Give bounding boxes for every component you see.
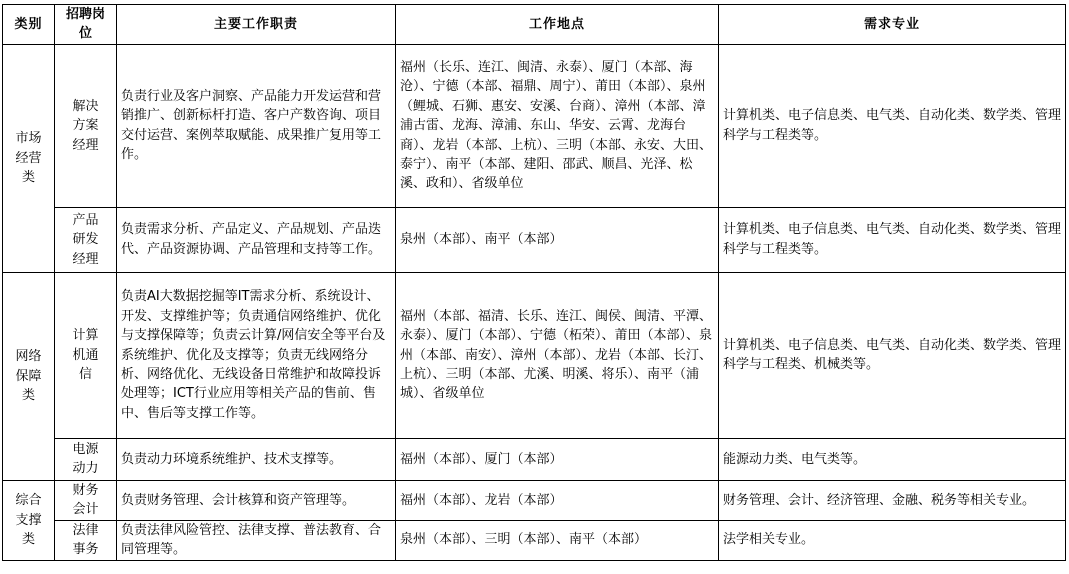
header-major: 需求专业 (719, 5, 1066, 45)
major-cell: 法学相关专业。 (719, 520, 1066, 560)
location-cell: 福州（本部、福清、长乐、连江、闽侯、闽清、平潭、永泰）、厦门（本部）、宁德（柘荣）、莆田（本部）、泉州（本部、南安）、漳州（本部）、龙岩（本部、长汀、上杭）、三明（本部、尤溪、明溪、将乐）、南平（浦城）、省级单位 (396, 272, 719, 438)
location-cell: 福州（本部）、龙岩（本部） (396, 480, 719, 520)
position-cell: 法律事务 (55, 520, 117, 560)
table-row (3, 44, 1066, 207)
table-row (3, 207, 1066, 272)
recruitment-table (2, 4, 1066, 561)
major-cell: 计算机类、电子信息类、电气类、自动化类、数学类、管理科学与工程类、机械类等。 (719, 272, 1066, 438)
duties-cell: 负责财务管理、会计核算和资产管理等。 (117, 480, 396, 520)
duties-cell: 负责AI大数据挖掘等IT需求分析、系统设计、开发、支撑维护等；负责通信网络维护、优化与支撑保障等；负责云计算/网信安全等平台及系统维护、优化及支撑等；负责无线网络分析、网络优化、无线设备日常维护和故障投诉处理等；ICT行业应用等相关产品的售前、售中、售后等支撑工作等。 (117, 272, 396, 438)
header-location: 工作地点 (396, 5, 719, 45)
duties-cell: 负责法律风险管控、法律支撑、普法教育、合同管理等。 (117, 520, 396, 560)
header-position: 招聘岗位 (55, 5, 117, 45)
table-row (3, 272, 1066, 438)
location-cell: 福州（长乐、连江、闽清、永泰）、厦门（本部、海沧）、宁德（本部、福鼎、周宁）、莆田（本部）、泉州（鲤城、石狮、惠安、安溪、台商）、漳州（本部、漳浦古雷、龙海、漳浦、东山、华安、云霄、龙海台商）、龙岩（本部、上杭）、三明（本部、永安、大田、泰宁）、南平（本部、建阳、邵武、顺昌、光泽、松溪、政和）、省级单位 (396, 44, 719, 207)
header-duties: 主要工作职责 (117, 5, 396, 45)
category-cell: 综合支撑类 (3, 480, 55, 560)
header-row (3, 5, 1066, 45)
category-cell: 网络保障类 (3, 272, 55, 480)
major-cell: 能源动力类、电气类等。 (719, 438, 1066, 480)
major-cell: 计算机类、电子信息类、电气类、自动化类、数学类、管理科学与工程类等。 (719, 207, 1066, 272)
header-category: 类别 (3, 5, 55, 45)
location-cell: 泉州（本部）、南平（本部） (396, 207, 719, 272)
table-row (3, 480, 1066, 520)
position-cell: 电源动力 (55, 438, 117, 480)
location-cell: 福州（本部）、厦门（本部） (396, 438, 719, 480)
position-cell: 计算机通信 (55, 272, 117, 438)
position-cell: 解决方案经理 (55, 44, 117, 207)
location-cell: 泉州（本部）、三明（本部）、南平（本部） (396, 520, 719, 560)
category-cell: 市场经营类 (3, 44, 55, 272)
position-cell: 财务会计 (55, 480, 117, 520)
table-row (3, 520, 1066, 560)
duties-cell: 负责动力环境系统维护、技术支撑等。 (117, 438, 396, 480)
duties-cell: 负责需求分析、产品定义、产品规划、产品迭代、产品资源协调、产品管理和支持等工作。 (117, 207, 396, 272)
major-cell: 财务管理、会计、经济管理、金融、税务等相关专业。 (719, 480, 1066, 520)
major-cell: 计算机类、电子信息类、电气类、自动化类、数学类、管理科学与工程类等。 (719, 44, 1066, 207)
duties-cell: 负责行业及客户洞察、产品能力开发运营和营销推广、创新标杆打造、客户产数咨询、项目交付运营、案例萃取赋能、成果推广复用等工作。 (117, 44, 396, 207)
table-row (3, 438, 1066, 480)
position-cell: 产品研发经理 (55, 207, 117, 272)
